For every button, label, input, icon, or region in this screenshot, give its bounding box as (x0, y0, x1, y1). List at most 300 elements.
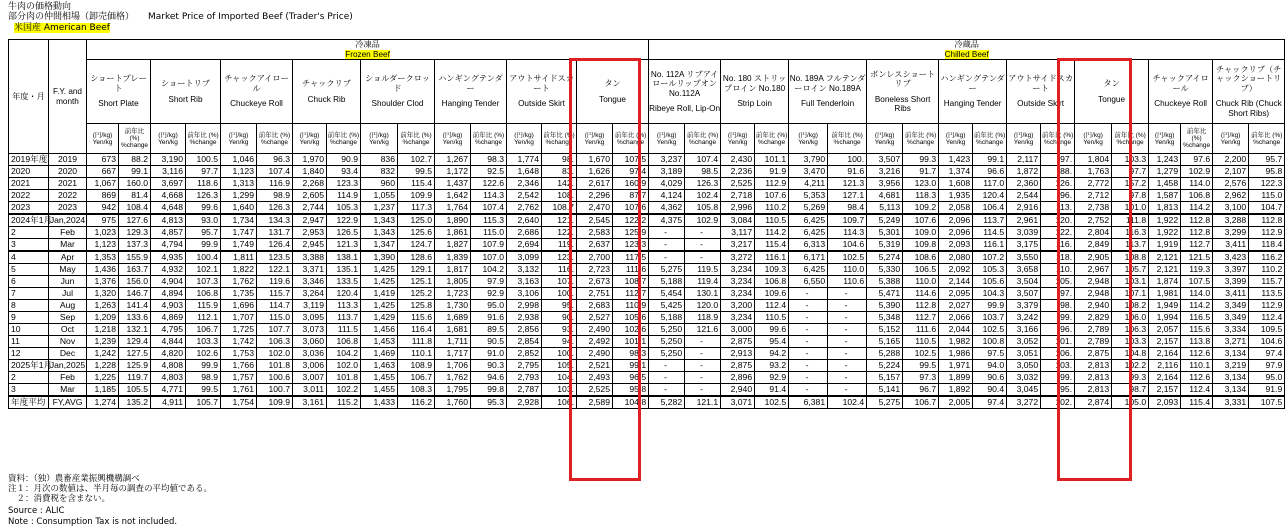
change-cell: 114.6 (903, 288, 939, 300)
change-cell: 105.8 (685, 202, 721, 215)
price-cell: 2,673 (577, 276, 613, 288)
change-cell: 99. (1041, 312, 1075, 324)
price-cell: 3,397 (1213, 264, 1249, 276)
price-cell: 1,374 (939, 166, 973, 178)
price-cell: 4,820 (151, 348, 186, 360)
change-cell: 96.5 (613, 372, 649, 384)
change-cell: 116. (542, 264, 577, 276)
change-cell: 104.8 (1112, 348, 1149, 360)
change-cell: 122.1 (257, 264, 293, 276)
change-cell: 96.7 (903, 384, 939, 397)
price-cell: 2,752 (1075, 214, 1112, 227)
price-cell: 3,217 (721, 239, 755, 252)
change-cell: 111.8 (1112, 214, 1149, 227)
price-cell: 3,956 (867, 178, 903, 190)
change-cell: 109.7 (828, 214, 867, 227)
change-cell: 163.7 (119, 264, 151, 276)
change-cell: 118.3 (903, 190, 939, 202)
price-cell: 2,430 (721, 154, 755, 166)
change-cell: 160.9 (613, 178, 649, 190)
change-cell: 90.9 (327, 154, 361, 166)
change-cell: 114.3 (828, 227, 867, 239)
change-cell: 113.8 (1181, 336, 1213, 348)
price-cell: 4,894 (151, 288, 186, 300)
price-cell: 3,045 (1007, 384, 1041, 397)
price-cell: 1,681 (435, 324, 471, 336)
change-cell: 98.9 (257, 190, 293, 202)
change-cell: 102.1 (186, 264, 221, 276)
row-fy: Dec (49, 348, 87, 360)
price-cell: 3,371 (293, 264, 327, 276)
price-cell: 2,829 (1075, 312, 1112, 324)
price-cell: 3,507 (1007, 288, 1041, 300)
group-chilled-jp: 冷蔵品 (954, 40, 979, 49)
unit-price: (円/kg) Yen/kg (1007, 124, 1041, 154)
price-cell: 3,507 (867, 154, 903, 166)
change-cell: 122.9 (327, 214, 361, 227)
price-cell: 2,813 (1075, 372, 1112, 384)
change-cell: 106.8 (186, 288, 221, 300)
unit-price: (円/kg) Yen/kg (151, 124, 186, 154)
change-cell: 120.0 (685, 300, 721, 312)
price-cell: 3,271 (1213, 336, 1249, 348)
row-label: 5 (9, 264, 49, 276)
price-cell: 2,044 (939, 324, 973, 336)
change-cell: 107.6 (755, 190, 789, 202)
price-cell: 2,896 (721, 372, 755, 384)
row-label: 2025年1月 (9, 360, 49, 372)
row-label: 8 (9, 300, 49, 312)
cut-name-en: Chuck Rib (Chuck Short Ribs) (1215, 99, 1282, 118)
change-cell: 98.5 (685, 166, 721, 178)
change-cell: 105.0 (1112, 396, 1149, 409)
price-cell: 1,437 (435, 178, 471, 190)
price-cell: 2,795 (507, 360, 542, 372)
change-cell: 111.8 (398, 336, 435, 348)
row-fy: Sep (49, 312, 87, 324)
change-cell: 95.0 (1249, 372, 1285, 384)
price-cell: 4,904 (151, 276, 186, 288)
price-cell: 5,249 (867, 214, 903, 227)
change-cell: 106.0 (1112, 312, 1149, 324)
change-cell: - (685, 336, 721, 348)
price-cell: 836 (361, 154, 398, 166)
price-cell: 2,116 (1149, 360, 1181, 372)
price-cell: 1,822 (221, 264, 257, 276)
price-cell: 1,055 (361, 190, 398, 202)
change-cell: 121.5 (1181, 251, 1213, 264)
change-cell: 125.9 (613, 227, 649, 239)
change-cell: 97.5 (973, 348, 1007, 360)
unit-price: (円/kg) Yen/kg (435, 124, 471, 154)
price-cell: 2,967 (1075, 264, 1112, 276)
price-cell: 3,051 (1007, 348, 1041, 360)
group-chilled (649, 40, 1285, 60)
change-cell: - (828, 348, 867, 360)
price-cell: 6,381 (789, 396, 828, 409)
unit-price: (円/kg) Yen/kg (867, 124, 903, 154)
price-cell: 5,390 (867, 300, 903, 312)
price-cell: 2,793 (507, 372, 542, 384)
change-cell: 114.3 (471, 190, 507, 202)
change-cell: 122. (1041, 227, 1075, 239)
change-cell: 90.3 (471, 360, 507, 372)
price-cell: 2,804 (1075, 227, 1112, 239)
price-cell: 2,961 (1007, 214, 1041, 227)
change-cell: 112.4 (1249, 312, 1285, 324)
change-cell: 95. (542, 300, 577, 312)
footer-note-2: ２：消費税を含まない。 (8, 494, 111, 504)
change-cell: 120.4 (973, 190, 1007, 202)
price-cell: 1,813 (1149, 202, 1181, 215)
change-cell: 157.2 (1112, 178, 1149, 190)
price-cell: 3,272 (721, 251, 755, 264)
price-cell: 3,175 (1007, 239, 1041, 252)
price-cell: 1,981 (1149, 288, 1181, 300)
price-cell: 1,455 (361, 372, 398, 384)
cut-name-en: Outside Skirt (518, 99, 565, 109)
change-cell: 97.9 (471, 276, 507, 288)
change-cell: 95.8 (613, 384, 649, 397)
price-cell: 5,250 (649, 336, 685, 348)
change-cell: 115.6 (398, 312, 435, 324)
change-cell: 101.1 (755, 154, 789, 166)
cut-name-en: Chuck Rib (307, 94, 346, 104)
change-cell: 113.3 (327, 300, 361, 312)
price-cell: 1,742 (221, 336, 257, 348)
row-fy: FY,AVG (49, 396, 87, 409)
change-cell: 100.7 (257, 384, 293, 397)
price-cell: 3,163 (507, 276, 542, 288)
price-cell: 3,272 (1007, 396, 1041, 409)
change-cell: 99.9 (186, 239, 221, 252)
price-cell: 1,762 (221, 276, 257, 288)
unit-change: 前年比 (%) %change (613, 124, 649, 154)
change-cell: 107.1 (1112, 288, 1149, 300)
unit-price: (円/kg) Yen/kg (649, 124, 685, 154)
unit-price: (円/kg) Yen/kg (721, 124, 755, 154)
price-cell: 2,493 (577, 372, 613, 384)
cut-name-jp: タン (1103, 79, 1120, 88)
price-cell: 1,730 (435, 300, 471, 312)
price-cell: 1,725 (221, 324, 257, 336)
price-cell: - (649, 360, 685, 372)
change-cell: 110.2 (755, 202, 789, 215)
change-cell: 97. (1041, 288, 1075, 300)
price-cell: 1,919 (1149, 239, 1181, 252)
cut-name-en: Short Rib (168, 94, 203, 104)
cut-name-jp: No. 180 ストリップロイン No.180 (722, 74, 787, 93)
cut-header (507, 60, 577, 124)
origin-text: 米国産 American Beef (14, 23, 110, 33)
price-cell: 2,928 (507, 396, 542, 409)
price-cell: 2,521 (577, 360, 613, 372)
price-cell: 3,116 (151, 166, 186, 178)
price-cell: 4,813 (151, 214, 186, 227)
change-cell: 93.0 (186, 214, 221, 227)
unit-price: (円/kg) Yen/kg (939, 124, 973, 154)
price-cell: 2,875 (721, 360, 755, 372)
price-cell: 2,164 (1149, 372, 1181, 384)
change-cell: 114.2 (1181, 202, 1213, 215)
price-cell: 5,165 (867, 336, 903, 348)
subtitle-jp: 部分肉の仲間相場（卸売価格） (8, 12, 135, 22)
change-cell: 102.9 (1181, 166, 1213, 178)
price-cell: 2,948 (1075, 276, 1112, 288)
change-cell: 116.3 (1112, 227, 1149, 239)
price-cell: 1,795 (435, 384, 471, 397)
change-cell: 125.2 (398, 288, 435, 300)
change-cell: 123.3 (613, 239, 649, 252)
change-cell: 108.9 (398, 360, 435, 372)
change-cell: 117.0 (973, 178, 1007, 190)
price-cell: 3,189 (649, 166, 685, 178)
change-cell: 116.2 (398, 396, 435, 409)
change-cell: 126.3 (257, 202, 293, 215)
cut-name-jp: ボンレスショートリブ (870, 69, 936, 88)
price-cell: 2,940 (1075, 300, 1112, 312)
price-cell: 2,057 (1149, 324, 1181, 336)
row-label: 2023 (9, 202, 49, 215)
change-cell: 88. (1041, 166, 1075, 178)
price-cell: 3,200 (721, 300, 755, 312)
price-cell: 1,761 (221, 384, 257, 397)
price-cell: 3,349 (1213, 312, 1249, 324)
fy-header: F.Y. and month (49, 40, 87, 154)
change-cell: 124.7 (398, 239, 435, 252)
price-cell: - (649, 239, 685, 252)
change-cell: 103. (1041, 360, 1075, 372)
price-cell: 1,696 (221, 300, 257, 312)
cut-name-jp: ハンギングテンダー (940, 74, 1005, 93)
price-cell: 3,095 (293, 312, 327, 324)
price-cell: 4,935 (151, 251, 186, 264)
price-cell: 1,922 (1149, 227, 1181, 239)
price-cell: 1,971 (939, 360, 973, 372)
row-label: 2024年1月 (9, 214, 49, 227)
price-cell: 4,844 (151, 336, 186, 348)
report-subtitle (8, 12, 353, 22)
change-cell: - (685, 372, 721, 384)
cut-name-en: Short Plate (98, 99, 139, 109)
row-fy: 2020 (49, 166, 87, 178)
change-cell: 102.5 (828, 251, 867, 264)
change-cell: 99.5 (903, 360, 939, 372)
price-cell: 4,903 (151, 300, 186, 312)
change-cell: 107.4 (257, 166, 293, 178)
price-cell: 1,670 (577, 154, 613, 166)
change-cell: 91.6 (828, 166, 867, 178)
price-cell: 2,492 (577, 336, 613, 348)
change-cell: 99.5 (186, 384, 221, 397)
price-cell: 2,121 (1149, 251, 1181, 264)
price-cell: 5,250 (649, 324, 685, 336)
change-cell: 92.9 (471, 288, 507, 300)
price-cell: 5,454 (649, 288, 685, 300)
unit-change: 前年比 (%) %change (973, 124, 1007, 154)
footer-note-1: 注１：月次の数値は、半月毎の調査の平均値である。 (8, 484, 213, 494)
row-fy: 2022 (49, 190, 87, 202)
unit-price: (円/kg) Yen/kg (293, 124, 327, 154)
price-cell: 1,458 (1149, 178, 1181, 190)
cut-name-en: Strip Loin (737, 99, 772, 109)
change-cell: 115.4 (755, 239, 789, 252)
price-cell: 1,760 (435, 396, 471, 409)
change-cell: 131.7 (257, 227, 293, 239)
price-cell: 2,998 (507, 300, 542, 312)
change-cell: 106. (542, 396, 577, 409)
change-cell: 106.8 (327, 336, 361, 348)
cut-name-en: Tongue (599, 94, 626, 104)
change-cell: 114.2 (1181, 300, 1213, 312)
price-cell: 2,852 (507, 348, 542, 360)
change-cell: 128.6 (398, 251, 435, 264)
unit-change: 前年比 (%) %change (186, 124, 221, 154)
change-cell: 106.7 (903, 396, 939, 409)
change-cell: 99.9 (973, 300, 1007, 312)
price-cell: 3,060 (293, 336, 327, 348)
price-cell: 1,343 (361, 227, 398, 239)
change-cell: 94. (542, 336, 577, 348)
change-cell: 129.1 (398, 264, 435, 276)
change-cell: 126. (1041, 178, 1075, 190)
cut-header (151, 60, 221, 124)
change-cell: 98.9 (186, 372, 221, 384)
change-cell: - (828, 336, 867, 348)
price-cell: 2,157 (1149, 336, 1181, 348)
price-cell: 4,857 (151, 227, 186, 239)
footer-note-en: Note : Consumption Tax is not included. (8, 517, 178, 527)
price-cell: 3,050 (1007, 360, 1041, 372)
price-cell: 2,117 (1007, 154, 1041, 166)
price-cell: 1,723 (435, 288, 471, 300)
change-cell: 99.3 (903, 154, 939, 166)
change-cell: 105.7 (186, 396, 221, 409)
change-cell: 107.4 (471, 202, 507, 215)
change-cell: - (685, 227, 721, 239)
unit-price: (円/kg) Yen/kg (789, 124, 828, 154)
price-cell: 6,425 (789, 227, 828, 239)
change-cell: 89.5 (471, 324, 507, 336)
change-cell: - (828, 384, 867, 397)
unit-change: 前年比 (%) %change (828, 124, 867, 154)
change-cell: 107.9 (471, 239, 507, 252)
price-cell: 1,757 (221, 372, 257, 384)
change-cell: 146.7 (119, 288, 151, 300)
price-cell: 2,938 (507, 312, 542, 324)
cut-name-jp: アウトサイドスカート (1008, 74, 1074, 93)
price-cell: 5,269 (789, 202, 828, 215)
price-cell: 1,949 (1149, 300, 1181, 312)
change-cell: 107.5 (1249, 396, 1285, 409)
row-fy: Jul (49, 288, 87, 300)
change-cell: 114.5 (973, 227, 1007, 239)
price-cell: 4,795 (151, 324, 186, 336)
change-cell: 91.6 (471, 312, 507, 324)
change-cell: 101.8 (327, 372, 361, 384)
change-cell: 100.8 (973, 336, 1007, 348)
cut-header (1149, 60, 1213, 124)
subtitle-en: Market Price of Imported Beef (Trader's Price) (148, 12, 353, 22)
price-cell: 1,425 (361, 300, 398, 312)
change-cell: 107.5 (1181, 276, 1213, 288)
cut-name-en: Outside Skirt (1017, 99, 1065, 109)
change-cell: 111.5 (327, 324, 361, 336)
cut-name-jp: チャックリブ (302, 79, 351, 88)
change-cell: 104.8 (613, 396, 649, 409)
change-cell: 112.9 (755, 178, 789, 190)
change-cell: 127.5 (119, 348, 151, 360)
change-cell: 87.7 (613, 190, 649, 202)
change-cell: 90. (542, 312, 577, 324)
price-cell: 2,945 (293, 239, 327, 252)
price-cell: 1,185 (87, 384, 119, 397)
cut-name-jp: No. 112A リブアイロールリップオン No.112A (650, 69, 719, 98)
price-cell: 3,007 (293, 372, 327, 384)
unit-price: (円/kg) Yen/kg (361, 124, 398, 154)
price-cell: 2,583 (577, 227, 613, 239)
price-cell: 3,504 (1007, 276, 1041, 288)
change-cell: 106.3 (257, 336, 293, 348)
row-fy: Nov (49, 336, 87, 348)
change-cell: 108.6 (903, 251, 939, 264)
change-cell: 91.0 (471, 348, 507, 360)
price-cell: 3,658 (1007, 264, 1041, 276)
unit-change: 前年比 (%) %change (1181, 124, 1213, 154)
price-cell: 2,718 (721, 190, 755, 202)
cut-header (1213, 60, 1285, 124)
price-cell: 2,058 (939, 202, 973, 215)
price-cell: 2,637 (577, 239, 613, 252)
change-cell: 95.7 (1249, 154, 1285, 166)
unit-price: (円/kg) Yen/kg (577, 124, 613, 154)
change-cell: 105.6 (973, 276, 1007, 288)
change-cell: 104.7 (1249, 202, 1285, 215)
change-cell: 105.6 (613, 312, 649, 324)
price-cell: 2,694 (507, 239, 542, 252)
price-cell: 2,093 (939, 239, 973, 252)
price-cell: 1,763 (1075, 166, 1112, 178)
price-cell: 2,849 (1075, 239, 1112, 252)
change-cell: 108.7 (613, 276, 649, 288)
price-cell: 2,589 (577, 396, 613, 409)
change-cell: 81.4 (119, 190, 151, 202)
price-cell: 1,874 (1149, 276, 1181, 288)
cut-header (867, 60, 939, 124)
change-cell: 104.2 (327, 348, 361, 360)
price-cell: 3,349 (1213, 300, 1249, 312)
row-fy: Apr (49, 251, 87, 264)
price-cell: 3,106 (507, 288, 542, 300)
change-cell: 118.9 (685, 312, 721, 324)
change-cell: 116.5 (1181, 312, 1213, 324)
change-cell: 105.3 (327, 202, 361, 215)
unit-price: (円/kg) Yen/kg (221, 124, 257, 154)
change-cell: 123.3 (327, 178, 361, 190)
change-cell: 115.9 (186, 300, 221, 312)
price-cell: 4,803 (151, 372, 186, 384)
change-cell: 126.4 (257, 239, 293, 252)
change-cell: 113.7 (327, 312, 361, 324)
price-cell: 5,188 (649, 276, 685, 288)
change-cell: 99.1 (973, 154, 1007, 166)
price-cell: 1,067 (87, 178, 119, 190)
price-cell: 1,172 (435, 166, 471, 178)
change-cell: 112.9 (1249, 227, 1285, 239)
change-cell: 101.0 (1112, 202, 1149, 215)
price-cell: 1,817 (435, 264, 471, 276)
change-cell: 125.9 (119, 360, 151, 372)
